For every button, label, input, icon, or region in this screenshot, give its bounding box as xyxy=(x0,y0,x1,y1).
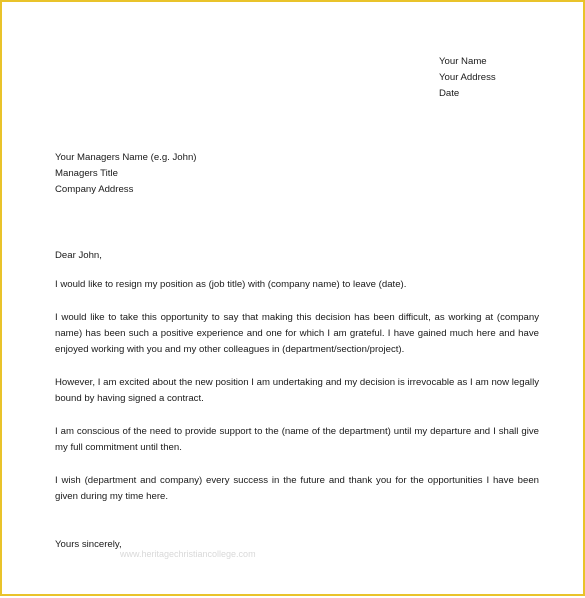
company-address: Company Address xyxy=(55,184,134,195)
body-paragraph-4: I am conscious of the need to provide support to the (name of the department) until my departure and I shall give my full commitment until then. xyxy=(55,426,539,453)
recipient-name: Your Managers Name (e.g. John) xyxy=(55,152,197,163)
sender-name: Your Name xyxy=(439,56,487,67)
body-paragraph-3: However, I am excited about the new position I am undertaking and my decision is irrevocable as I am now legally bound by having signed a contract. xyxy=(55,377,539,404)
recipient-title: Managers Title xyxy=(55,168,118,179)
closing: Yours sincerely, xyxy=(55,539,122,550)
body-paragraph-5: I wish (department and company) every success in the future and thank you for the opportunities I have been given during my time here. xyxy=(55,475,539,502)
sender-block xyxy=(439,54,569,102)
resignation-letter xyxy=(2,2,585,598)
letter-body xyxy=(55,248,539,522)
letter-date: Date xyxy=(439,88,460,99)
recipient-block xyxy=(55,150,355,198)
body-paragraph-1: I would like to resign my position as (job title) with (company name) to leave (date). xyxy=(55,279,407,290)
watermark: www.heritagechristiancollege.com xyxy=(120,549,256,559)
salutation: Dear John, xyxy=(55,250,102,261)
sender-address: Your Address xyxy=(439,72,496,83)
body-paragraph-2: I would like to take this opportunity to say that making this decision has been difficult, as working at (company name) has been such a positive experience and one for which I am grateful. I have gained much here and have enjoyed working with you and my other colleagues in (department/section/project). xyxy=(55,312,539,355)
